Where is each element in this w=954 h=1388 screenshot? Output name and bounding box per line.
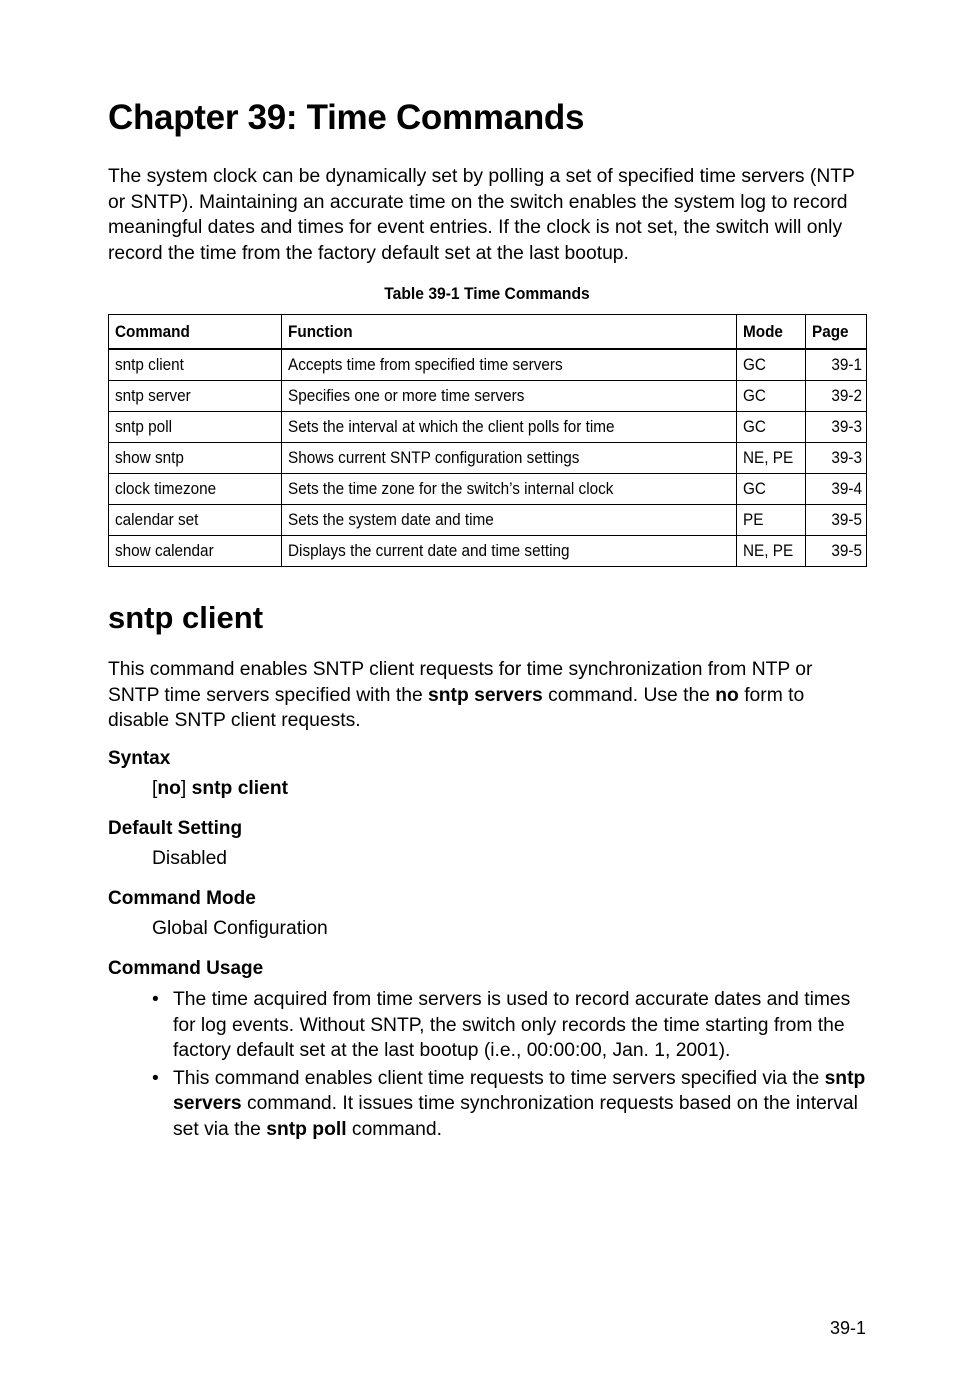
- cell-mode: GC: [737, 474, 806, 505]
- cell-function: Sets the time zone for the switch’s internal clock: [281, 474, 736, 505]
- chapter-title: Chapter 39: Time Commands: [108, 98, 585, 137]
- cell-page: 39-3: [806, 443, 867, 474]
- command-usage-list: [152, 987, 872, 1144]
- header-mode: Mode: [737, 315, 806, 350]
- section-description: This command enables SNTP client requests for time synchronization from NTP or SNTP time servers specified with the sntp servers command. Use the no form to disable SNTP client requests.: [108, 659, 813, 731]
- cell-command: show calendar: [109, 536, 282, 567]
- cell-command: sntp server: [109, 381, 282, 412]
- page-number: 39-1: [829, 1318, 866, 1338]
- cell-mode: NE, PE: [737, 536, 806, 567]
- inline-command: sntp poll: [266, 1118, 347, 1140]
- cell-function: Accepts time from specified time servers: [281, 349, 736, 381]
- cell-page: 39-5: [806, 505, 867, 536]
- table-caption: Table 39-1 Time Commands: [384, 284, 590, 303]
- header-page: Page: [806, 315, 867, 350]
- cell-mode: PE: [737, 505, 806, 536]
- syntax-line: [no] sntp client: [152, 778, 289, 799]
- cell-command: clock timezone: [109, 474, 282, 505]
- bullet-icon: •: [152, 1067, 159, 1089]
- syntax-heading: Syntax: [108, 748, 171, 769]
- inline-command: sntp servers: [173, 1067, 866, 1114]
- header-command: Command: [109, 315, 282, 350]
- cell-page: 39-1: [806, 349, 867, 381]
- cell-command: calendar set: [109, 505, 282, 536]
- table-row: [109, 381, 867, 412]
- cell-command: show sntp: [109, 443, 282, 474]
- cell-function: Sets the system date and time: [281, 505, 736, 536]
- cell-mode: GC: [737, 412, 806, 443]
- cell-command: sntp client: [109, 349, 282, 381]
- bullet-icon: •: [152, 989, 159, 1010]
- cell-function: Specifies one or more time servers: [281, 381, 736, 412]
- cell-command: sntp poll: [109, 412, 282, 443]
- table-row: [109, 505, 867, 536]
- chapter-intro-paragraph: The system clock can be dynamically set by polling a set of specified time servers (NTP or SNTP). Maintaining an accurate time on the switch enables the system log to record meaningful dates and times for event entries. If the clock is not set, the switch will only record the time from the factory default set at the last bootup.: [108, 166, 855, 264]
- default-setting-value: Disabled: [152, 848, 228, 869]
- header-function: Function: [281, 315, 736, 350]
- cell-page: 39-2: [806, 381, 867, 412]
- inline-keyword: no: [715, 684, 739, 706]
- list-item: • The time acquired from time servers is used to record accurate dates and times for log events. Without SNTP, the switch only records the time starting from the factory default set at the last bootup (i.e., 00:00:00, Jan. 1, 2001).: [152, 989, 851, 1061]
- table-row: [109, 349, 867, 381]
- table-row: [109, 536, 867, 567]
- list-item: • This command enables client time requests to time servers specified via the sntp servers command. It issues time synchronization requests based on the interval set via the sntp poll command.: [152, 1067, 866, 1140]
- table-row: [109, 412, 867, 443]
- table-row: [109, 443, 867, 474]
- cell-page: 39-3: [806, 412, 867, 443]
- table-header-row: [109, 315, 867, 350]
- command-mode-heading: Command Mode: [108, 888, 256, 909]
- cell-page: 39-5: [806, 536, 867, 567]
- cell-function: Shows current SNTP configuration settings: [281, 443, 736, 474]
- default-setting-heading: Default Setting: [108, 818, 243, 839]
- command-mode-value: Global Configuration: [152, 918, 328, 939]
- cell-mode: GC: [737, 381, 806, 412]
- cell-page: 39-4: [806, 474, 867, 505]
- time-commands-table: [108, 314, 867, 567]
- table-row: [109, 474, 867, 505]
- section-title: sntp client: [108, 600, 264, 635]
- cell-mode: NE, PE: [737, 443, 806, 474]
- command-usage-heading: Command Usage: [108, 958, 264, 979]
- inline-command: sntp servers: [428, 684, 543, 706]
- cell-mode: GC: [737, 349, 806, 381]
- cell-function: Displays the current date and time setting: [281, 536, 736, 567]
- cell-function: Sets the interval at which the client polls for time: [281, 412, 736, 443]
